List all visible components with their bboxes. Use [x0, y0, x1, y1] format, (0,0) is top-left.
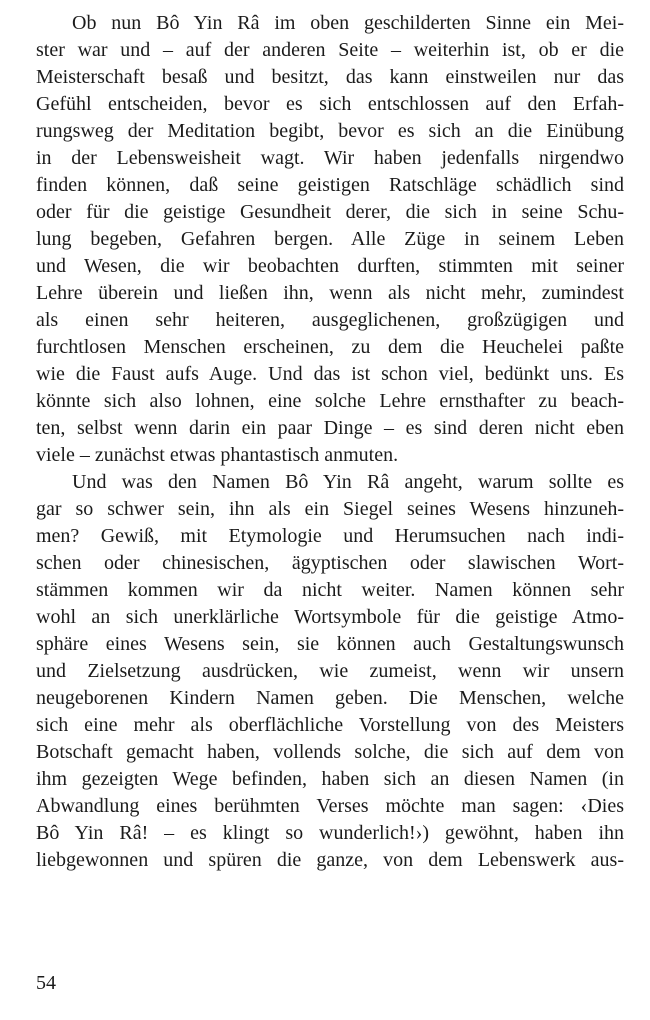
text-line: furchtlosen Menschen erscheinen, zu dem die Heuchelei paßte	[36, 336, 624, 358]
text-line: Gefühl entscheiden, bevor es sich entschlossen auf den Erfah-	[36, 93, 624, 115]
paragraph-2	[36, 469, 624, 874]
text-line: men? Gewiß, mit Etymologie und Herumsuchen nach indi-	[36, 525, 624, 547]
text-line: wohl an sich unerklärliche Wortsymbole für die geistige Atmo-	[36, 606, 624, 628]
text-line: oder für die geistige Gesundheit derer, die sich in seine Schu-	[36, 201, 624, 223]
text-line: könnte sich also lohnen, eine solche Lehre ernsthafter zu beach-	[36, 390, 624, 412]
text-line: wie die Faust aufs Auge. Und das ist schon viel, bedünkt uns. Es	[36, 363, 624, 385]
text-line: stämmen kommen wir da nicht weiter. Namen können sehr	[36, 579, 624, 601]
text-line: in der Lebensweisheit wagt. Wir haben jedenfalls nirgendwo	[36, 147, 624, 169]
text-line: finden können, daß seine geistigen Ratschläge schädlich sind	[36, 174, 624, 196]
text-line: Abwandlung eines berühmten Verses möchte man sagen: ‹Dies	[36, 795, 624, 817]
page-number: 54	[36, 972, 56, 994]
text-line: und Wesen, die wir beobachten durften, stimmten mit seiner	[36, 255, 624, 277]
text-line: schen oder chinesischen, ägyptischen oder slawischen Wort-	[36, 552, 624, 574]
text-line: rungsweg der Meditation begibt, bevor es sich an die Einübung	[36, 120, 624, 142]
text-line: lung begeben, Gefahren bergen. Alle Züge in seinem Leben	[36, 228, 624, 250]
text-line: Und was den Namen Bô Yin Râ angeht, warum sollte es	[72, 471, 624, 493]
text-line: ten, selbst wenn darin ein paar Dinge – es sind deren nicht eben	[36, 417, 624, 439]
text-line: sphäre eines Wesens sein, sie können auch Gestaltungswunsch	[36, 633, 624, 655]
text-line: Meisterschaft besaß und besitzt, das kann einstweilen nur das	[36, 66, 624, 88]
text-line: und Zielsetzung ausdrücken, wie zumeist, wenn wir unsern	[36, 660, 624, 682]
text-line: gar so schwer sein, ihn als ein Siegel seines Wesens hinzuneh-	[36, 498, 624, 520]
text-line: Ob nun Bô Yin Râ im oben geschilderten Sinne ein Mei-	[72, 12, 624, 34]
text-line: viele – zunächst etwas phantastisch anmuten.	[36, 444, 399, 466]
text-line: Botschaft gemacht haben, vollends solche, die sich auf dem von	[36, 741, 624, 763]
text-line: Lehre überein und ließen ihn, wenn als nicht mehr, zumindest	[36, 282, 624, 304]
paragraph-1	[36, 10, 624, 469]
text-line: ihm gezeigten Wege befinden, haben sich an diesen Namen (in	[36, 768, 624, 790]
text-line: liebgewonnen und spüren die ganze, von dem Lebenswerk aus-	[36, 849, 624, 871]
text-line: Bô Yin Râ! – es klingt so wunderlich!›) gewöhnt, haben ihn	[36, 822, 624, 844]
text-line: ster war und – auf der anderen Seite – weiterhin ist, ob er die	[36, 39, 624, 61]
text-line: neugeborenen Kindern Namen geben. Die Menschen, welche	[36, 687, 624, 709]
book-page	[36, 10, 624, 1010]
text-line: sich eine mehr als oberflächliche Vorstellung von des Meisters	[36, 714, 624, 736]
text-line: als einen sehr heiteren, ausgeglichenen, großzügigen und	[36, 309, 624, 331]
